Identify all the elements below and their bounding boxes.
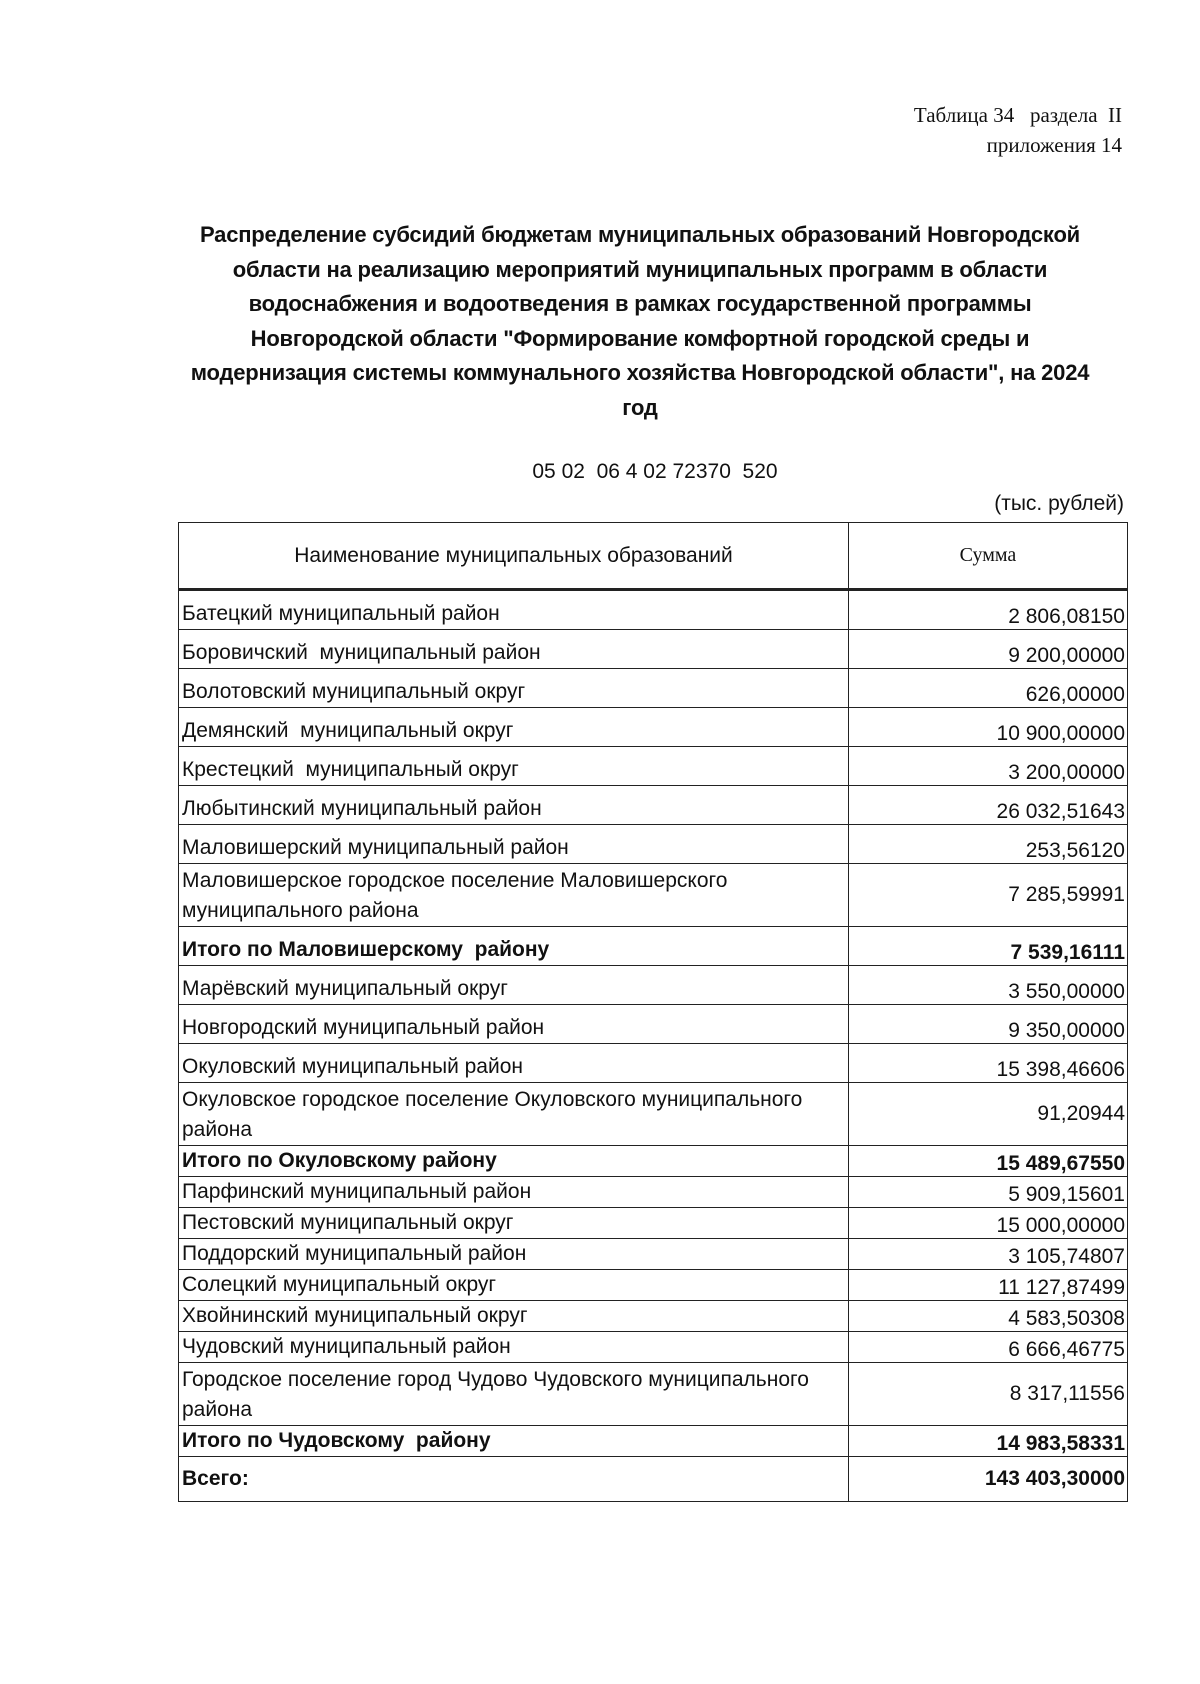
ref-table-number: Таблица 34 раздела II: [913, 103, 1122, 127]
row-sum: 15 398,46606: [849, 1044, 1128, 1083]
title-line: модернизация системы коммунального хозяйства Новгородской области", на 2024: [190, 360, 1090, 385]
row-sum: 91,20944: [849, 1083, 1128, 1146]
row-sum: 7 539,16111: [849, 927, 1128, 966]
subsidy-table: [178, 522, 1128, 1502]
units-label: (тыс. рублей): [994, 492, 1124, 515]
document-title: [160, 218, 1120, 425]
table-row: [179, 1177, 1128, 1208]
row-sum: 4 583,50308: [849, 1301, 1128, 1332]
table-row: [179, 747, 1128, 786]
table-row-subtotal: [179, 927, 1128, 966]
row-name: Хвойнинский муниципальный округ: [179, 1301, 849, 1332]
table-row: [179, 1239, 1128, 1270]
title-line: водоснабжения и водоотведения в рамках государственной программы: [248, 291, 1032, 316]
row-name: Итого по Чудовскому району: [179, 1426, 849, 1457]
row-name: Парфинский муниципальный район: [179, 1177, 849, 1208]
table-row: [179, 825, 1128, 864]
row-sum: 8 317,11556: [849, 1363, 1128, 1426]
row-sum: 6 666,46775: [849, 1332, 1128, 1363]
row-name: Марёвский муниципальный округ: [179, 966, 849, 1005]
table-row: [179, 1270, 1128, 1301]
row-sum: 5 909,15601: [849, 1177, 1128, 1208]
table-row: [179, 966, 1128, 1005]
row-sum: 626,00000: [849, 669, 1128, 708]
row-name: Всего:: [179, 1457, 849, 1502]
header-name: Наименование муниципальных образований: [179, 523, 849, 590]
table-row: [179, 1083, 1128, 1146]
row-sum: 143 403,30000: [849, 1457, 1128, 1502]
row-name: Волотовский муниципальный округ: [179, 669, 849, 708]
row-name: Новгородский муниципальный район: [179, 1005, 849, 1044]
table-row: [179, 1332, 1128, 1363]
row-sum: 2 806,08150: [849, 590, 1128, 630]
row-name: Окуловское городское поселение Окуловского муниципального района: [179, 1083, 849, 1146]
table-row: [179, 786, 1128, 825]
table-row: [179, 1044, 1128, 1083]
table-row: [179, 630, 1128, 669]
table-row: [179, 1005, 1128, 1044]
table-reference: [914, 100, 1122, 160]
row-name: Окуловский муниципальный район: [179, 1044, 849, 1083]
budget-code: 05 02 06 4 02 72370 520: [532, 460, 778, 483]
row-name: Любытинский муниципальный район: [179, 786, 849, 825]
title-line: Новгородской области "Формирование комфортной городской среды и: [250, 325, 1030, 351]
header-sum: Сумма: [849, 523, 1128, 590]
row-sum: 253,56120: [849, 825, 1128, 864]
row-sum: 9 200,00000: [849, 630, 1128, 669]
table-row-subtotal: [179, 1426, 1128, 1457]
row-name: Демянский муниципальный округ: [179, 708, 849, 747]
row-sum: 26 032,51643: [849, 786, 1128, 825]
row-name: Солецкий муниципальный округ: [179, 1270, 849, 1301]
row-name: Батецкий муниципальный район: [179, 590, 849, 630]
row-name: Маловишерское городское поселение Маловишерского муниципального района: [179, 864, 849, 927]
table-row-grand-total: [179, 1457, 1128, 1502]
row-name: Городское поселение город Чудово Чудовского муниципального района: [179, 1363, 849, 1426]
row-sum: 15 489,67550: [849, 1146, 1128, 1177]
row-sum: 7 285,59991: [849, 864, 1128, 927]
row-sum: 9 350,00000: [849, 1005, 1128, 1044]
table-row: [179, 864, 1128, 927]
title-line: Распределение субсидий бюджетам муниципальных образований Новгородской: [199, 222, 1081, 247]
row-name: Поддорский муниципальный район: [179, 1239, 849, 1270]
row-name: Крестецкий муниципальный округ: [179, 747, 849, 786]
title-line: год: [622, 394, 658, 420]
table-row: [179, 1301, 1128, 1332]
row-sum: 3 105,74807: [849, 1239, 1128, 1270]
row-sum: 3 200,00000: [849, 747, 1128, 786]
table-row: [179, 669, 1128, 708]
row-name: Пестовский муниципальный округ: [179, 1208, 849, 1239]
row-sum: 11 127,87499: [849, 1270, 1128, 1301]
title-line: области на реализацию мероприятий муниципальных программ в области: [232, 256, 1048, 282]
row-sum: 10 900,00000: [849, 708, 1128, 747]
ref-appendix: приложения 14: [986, 133, 1122, 157]
row-sum: 14 983,58331: [849, 1426, 1128, 1457]
row-name: Итого по Окуловскому району: [179, 1146, 849, 1177]
table-row: [179, 1208, 1128, 1239]
row-name: Маловишерский муниципальный район: [179, 825, 849, 864]
table-row-subtotal: [179, 1146, 1128, 1177]
row-name: Чудовский муниципальный район: [179, 1332, 849, 1363]
table-row: [179, 590, 1128, 630]
table-row: [179, 1363, 1128, 1426]
row-sum: 15 000,00000: [849, 1208, 1128, 1239]
table-header-row: [179, 523, 1128, 590]
row-name: Итого по Маловишерскому району: [179, 927, 849, 966]
row-sum: 3 550,00000: [849, 966, 1128, 1005]
table-row: [179, 708, 1128, 747]
row-name: Боровичский муниципальный район: [179, 630, 849, 669]
